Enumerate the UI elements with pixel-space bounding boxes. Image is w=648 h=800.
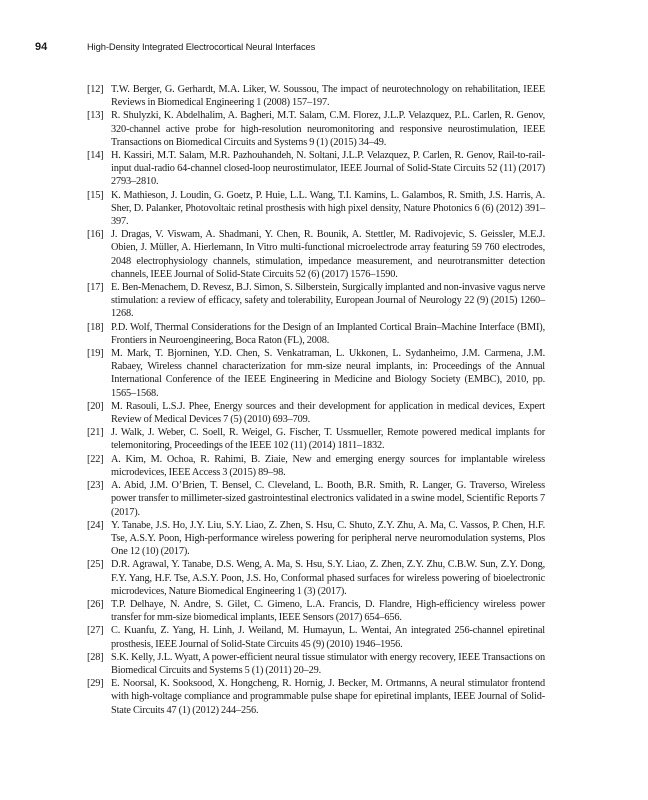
reference-number: [17] — [87, 282, 104, 294]
reference-item — [87, 624, 545, 650]
reference-item — [87, 281, 545, 321]
running-title: High-Density Integrated Electrocortical Neural Interfaces — [87, 41, 316, 52]
reference-number: [12] — [87, 84, 104, 95]
reference-item — [87, 149, 545, 189]
reference-text: S.K. Kelly, J.L. Wyatt, A power-efficient neural tissue stimulator with energy recovery, IEEE Transactions on Biomedical Circuits and Systems 5 (1) (2011) 20–29. — [111, 651, 545, 676]
running-head — [35, 41, 315, 55]
reference-text: M. Mark, T. Bjorninen, Y.D. Chen, S. Venkatraman, L. Ukkonen, L. Sydanheimo, J.M. Carmena, J.M. Rabaey, Wireless channel characterization for mm-size neural implants, in: Proceedings of the Annual International Conference of the IEEE Engineering in Medicine and Biology Society (EMBC), 2010, pp. 1565–1568. — [111, 348, 545, 399]
reference-text: H. Kassiri, M.T. Salam, M.R. Pazhouhandeh, N. Soltani, J.L.P. Velazquez, P. Carlen, R. Genov, Rail-to-rail-input dual-radio 64-channel closed-loop neurostimulator, IEEE Journal of Solid-State Circuits 52 (11) (2017) 2793–2810. — [111, 150, 545, 188]
reference-item — [87, 83, 545, 109]
reference-item — [87, 598, 545, 624]
reference-number: [25] — [87, 559, 104, 571]
reference-number: [26] — [87, 598, 104, 610]
reference-item — [87, 558, 545, 598]
reference-text: Y. Tanabe, J.S. Ho, J.Y. Liu, S.Y. Liao, Z. Zhen, S. Hsu, C. Shuto, Z.Y. Zhu, A. Ma, C. Vassos, P. Chen, H.F. Tse, A.S.Y. Poon, High-performance wireless powering for peripheral nerve neuromodulation systems, Plos One 12 (10) (2017). — [111, 519, 545, 558]
reference-text: C. Kuanfu, Z. Yang, H. Linh, J. Weiland, M. Humayun, L. Wentai, An integrated 256-channel epiretinal prosthesis, IEEE Journal of Solid-State Circuits 45 (9) (2010) 1946–1956. — [111, 625, 545, 650]
reference-text: M. Rasouli, L.S.J. Phee, Energy sources and their development for application in medical devices, Expert Review of Medical Devices 7 (5) (2010) 693–709. — [111, 400, 545, 426]
reference-number: [21] — [87, 427, 104, 439]
reference-item — [87, 228, 545, 281]
reference-number: [23] — [87, 480, 104, 492]
reference-item — [87, 519, 545, 559]
reference-text: T.W. Berger, G. Gerhardt, M.A. Liker, W. Soussou, The impact of neurotechnology on rehabilitation, IEEE Reviews in Biomedical Engineering 1 (2008) 157–197. — [111, 84, 545, 109]
reference-item — [87, 479, 545, 519]
reference-number: [27] — [87, 625, 104, 637]
reference-number: [19] — [87, 348, 104, 360]
reference-item — [87, 347, 545, 400]
reference-text: E. Ben-Menachem, D. Revesz, B.J. Simon, S. Silberstein, Surgically implanted and non-invasive vagus nerve stimulation: a review of efficacy, safety and tolerability, European Journal of Neurology 22 (9) (2015) 1260–1268. — [111, 282, 545, 320]
reference-list — [87, 83, 545, 717]
reference-number: [14] — [87, 150, 104, 162]
reference-number: [16] — [87, 229, 104, 241]
reference-text: A. Abid, J.M. O’Brien, T. Bensel, C. Cleveland, L. Booth, B.R. Smith, R. Langer, G. Traverso, Wireless power transfer to millimeter-sized gastrointestinal electronics validated in a swine model, Scientific Reports 7 (2017). — [111, 480, 545, 518]
reference-text: P.D. Wolf, Thermal Considerations for the Design of an Implanted Cortical Brain–Machine Interface (BMI), Frontiers in Neuroengineering, Boca Raton (FL), 2008. — [111, 321, 545, 346]
reference-item — [87, 426, 545, 452]
reference-number: [20] — [87, 400, 104, 412]
reference-number: [28] — [87, 651, 104, 663]
reference-item — [87, 677, 545, 717]
reference-item — [87, 651, 545, 677]
reference-item — [87, 189, 545, 229]
reference-item — [87, 453, 545, 479]
reference-item — [87, 109, 545, 149]
reference-number: [29] — [87, 678, 104, 690]
reference-text: J. Walk, J. Weber, C. Soell, R. Weigel, G. Fischer, T. Ussmueller, Remote powered medical implants for telemonitoring, Proceedings of the IEEE 102 (11) (2014) 1811–1832. — [111, 427, 545, 452]
reference-item — [87, 321, 545, 347]
reference-number: [24] — [87, 519, 104, 531]
reference-text: E. Noorsal, K. Sooksood, X. Hongcheng, R. Hornig, J. Becker, M. Ortmanns, A neural stimulator frontend with high-voltage compliance and programmable pulse shape for epiretinal implants, IEEE Journal of Solid-State Circuits 47 (1) (2012) 244–256. — [111, 678, 545, 716]
reference-text: A. Kim, M. Ochoa, R. Rahimi, B. Ziaie, New and emerging energy sources for implantable wireless microdevices, IEEE Access 3 (2015) 89–98. — [111, 453, 545, 478]
page-number: 94 — [35, 41, 48, 53]
reference-text: D.R. Agrawal, Y. Tanabe, D.S. Weng, A. Ma, S. Hsu, S.Y. Liao, Z. Zhen, Z.Y. Zhu, C.B.W. Sun, Z.Y. Dong, F.Y. Yang, H.F. Tse, A.S.Y. Poon, J.S. Ho, Conformal phased surfaces for wireless powering of bioelectronic microdevices, Nature Biomedical Engineering 1 (3) (2017). — [111, 559, 545, 597]
reference-text: J. Dragas, V. Viswam, A. Shadmani, Y. Chen, R. Bounik, A. Stettler, M. Radivojevic, S. Geissler, M.E.J. Obien, J. Müller, A. Hierlemann, In Vitro multi-functional microelectrode array featuring 59 760 electrodes, 2048 electrophysiology channels, stimulation, impedance measurement, and neurotransmitter detection channels, IEEE Journal of Solid-State Circuits 52 (6) (2017) 1576–1590. — [111, 229, 545, 280]
reference-number: [22] — [87, 453, 104, 465]
reference-text: R. Shulyzki, K. Abdelhalim, A. Bagheri, M.T. Salam, C.M. Florez, J.L.P. Velazquez, P.L. Carlen, R. Genov, 320-channel active probe for high-resolution neuromonitoring and responsive neurostimulation, IEEE Transactions on Biomedical Circuits and Systems 9 (1) (2015) 34–49. — [111, 110, 545, 148]
reference-item — [87, 400, 545, 426]
reference-number: [13] — [87, 110, 104, 122]
reference-text: K. Mathieson, J. Loudin, G. Goetz, P. Huie, L.L. Wang, T.I. Kamins, L. Galambos, R. Smith, J.S. Harris, A. Sher, D. Palanker, Photovoltaic retinal prosthesis with high pixel density, Nature Photonics 6 (6) (2012) 391–397. — [111, 189, 545, 228]
reference-number: [15] — [87, 189, 104, 201]
reference-text: T.P. Delhaye, N. Andre, S. Gilet, C. Gimeno, L.A. Francis, D. Flandre, High-efficiency wireless power transfer for mm-size biomedical implants, IEEE Sensors (2017) 654–656. — [111, 598, 545, 624]
reference-number: [18] — [87, 321, 104, 333]
